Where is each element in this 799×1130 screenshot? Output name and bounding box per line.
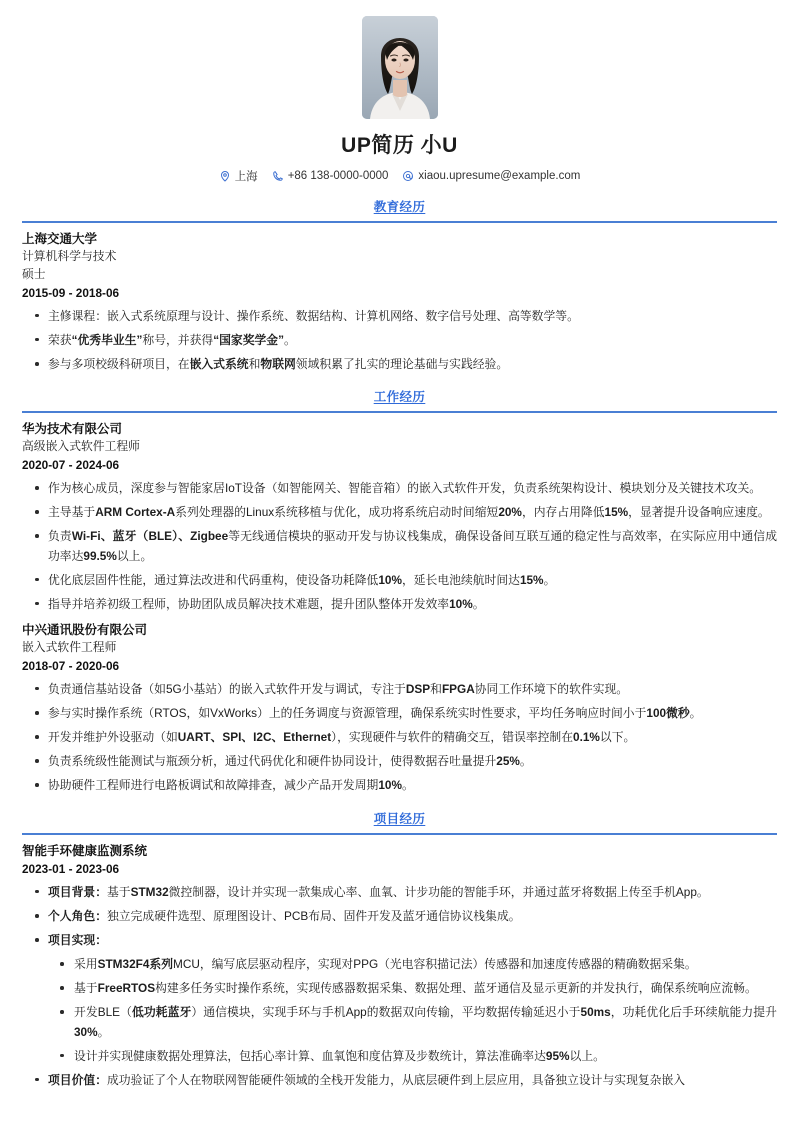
- bullet-emphasis: 10%: [449, 596, 473, 611]
- bullet-text: 称号，并获得: [142, 332, 214, 347]
- bullet-text: 优化底层固件性能，通过算法改进和代码重构，使设备功耗降低: [48, 572, 379, 587]
- work-company: 中兴通讯股份有限公司: [22, 622, 148, 637]
- bullet-text: 负责通信基站设备（如5G小基站）的嵌入式软件开发与调试，专注于: [48, 681, 406, 696]
- bullet-emphasis: STM32: [130, 884, 169, 899]
- contact-email: [402, 170, 580, 182]
- education-school: 上海交通大学: [22, 232, 98, 246]
- avatar: [362, 16, 438, 119]
- bullet-text: 以上。: [116, 548, 153, 563]
- bullet-text: 以上。: [569, 1048, 605, 1063]
- section-divider-projects: [22, 833, 777, 835]
- bullet-text: 。: [519, 754, 532, 769]
- bullet-emphasis: FPGA: [441, 681, 475, 696]
- bullet-text: 微控制器，设计并实现一款集成心率、血氧、计步功能的智能手环，并通过蓝牙将数据上传至手机App。: [168, 884, 709, 899]
- bullet-text: 成功验证了个人在物联网智能硬件领域的全栈开发能力，从底层硬件到上层应用，具备独立设计与实现复杂嵌入: [107, 1072, 686, 1087]
- sub-list-item: [48, 1003, 777, 1041]
- list-item: [22, 776, 777, 795]
- work-role: 高级嵌入式软件工程师: [22, 439, 140, 454]
- bullet-emphasis: 100微秒: [646, 706, 690, 721]
- bullet-text: 基于: [107, 884, 131, 899]
- bullet-emphasis: 个人角色：: [48, 909, 107, 924]
- resume-header: [22, 14, 777, 184]
- sub-list: [48, 955, 777, 1066]
- list-item: [22, 503, 777, 522]
- bullet-text: 系列处理器的Linux系统移植与优化，成功将系统启动时间缩短: [175, 505, 499, 520]
- list-item: [22, 883, 777, 902]
- bullet-emphasis: 物联网: [260, 357, 296, 371]
- bullet-text: 协助硬件工程师进行电路板调试和故障排查，减少产品开发周期: [48, 778, 379, 793]
- bullet-emphasis: 95%: [545, 1048, 570, 1063]
- bullet-text: 。: [284, 332, 296, 347]
- contact-phone-text: +86 138-0000-0000: [287, 170, 389, 182]
- bullet-text: ）通信模块，实现手环与手机App的数据双向传输，平均数据传输延迟小于: [191, 1005, 581, 1020]
- bullet-text: 独立完成硬件选型、原理图设计、PCB布局、固件开发及蓝牙通信协议栈集成。: [107, 909, 521, 924]
- bullet-text: 协同工作环境下的软件实现。: [474, 681, 629, 696]
- bullet-emphasis: 项目实现：: [48, 933, 107, 948]
- list-item: [22, 752, 777, 771]
- bullet-text: 主修课程：嵌入式系统原理与设计、操作系统、数据结构、计算机网络、数字信号处理、高等数学等。: [48, 308, 579, 323]
- work-entry: [22, 621, 777, 796]
- bullet-text: ，显著提升设备响应速度。: [628, 505, 770, 520]
- list-item: [22, 931, 777, 1066]
- bullet-emphasis: 10%: [378, 572, 402, 587]
- bullet-text: 以下。: [599, 730, 636, 745]
- bullet-text: 构建多任务实时操作系统，实现传感器数据采集、数据处理、蓝牙通信及显示更新的并发执行，确保系统响应流畅。: [155, 981, 757, 996]
- project-bullets: [22, 883, 777, 1090]
- work-date: 2020-07 - 2024-06: [22, 457, 120, 472]
- bullet-emphasis: 项目价值：: [48, 1072, 107, 1087]
- bullet-emphasis: 15%: [604, 505, 629, 520]
- bullet-text: 。: [543, 572, 556, 587]
- bullet-emphasis: 项目背景：: [48, 884, 107, 899]
- bullet-text: 。: [401, 778, 414, 793]
- education-major: 计算机科学与技术: [22, 249, 117, 264]
- bullet-emphasis: 嵌入式系统: [189, 357, 249, 371]
- bullet-emphasis: Wi-Fi、蓝牙（BLE）、Zigbee: [71, 529, 229, 544]
- section-work: [22, 387, 777, 795]
- work-date: 2018-07 - 2020-06: [22, 658, 120, 673]
- photo-container: [22, 16, 777, 119]
- list-item: [22, 307, 777, 326]
- education-degree: 硕士: [22, 266, 46, 281]
- bullet-text: 领域积累了扎实的理论基础与实践经验。: [295, 357, 509, 371]
- bullet-text: 采用: [74, 957, 98, 972]
- list-item: [22, 907, 777, 926]
- bullet-text: 开发并维护外设驱动（如: [48, 730, 178, 745]
- bullet-text: 。: [472, 596, 485, 611]
- phone-icon: [272, 170, 284, 182]
- bullet-text: 基于: [74, 981, 98, 996]
- list-item: [22, 527, 777, 565]
- location-pin-icon: [219, 170, 231, 182]
- bullet-emphasis: FreeRTOS: [97, 981, 156, 996]
- page-title: UP简历 小U: [341, 134, 458, 157]
- work-company: 华为技术有限公司: [22, 422, 123, 437]
- sub-list-item: [48, 979, 777, 998]
- bullet-emphasis: 99.5%: [83, 548, 117, 563]
- list-item: [22, 680, 777, 699]
- education-entry: [22, 230, 777, 374]
- bullet-emphasis: 25%: [496, 754, 520, 769]
- bullet-emphasis: ARM Cortex-A: [95, 505, 176, 520]
- bullet-emphasis: 50ms: [580, 1005, 611, 1020]
- bullet-emphasis: DSP: [405, 681, 431, 696]
- list-item: [22, 331, 777, 350]
- section-header-projects: [22, 809, 777, 830]
- work-entry: [22, 420, 777, 614]
- section-title-education: 教育经历: [373, 200, 426, 214]
- contact-phone: [272, 170, 389, 182]
- bullet-emphasis: STM32F4系列: [97, 957, 173, 972]
- bullet-text: 。: [97, 1024, 110, 1039]
- education-date: 2015-09 - 2018-06: [22, 285, 120, 300]
- bullet-emphasis: “国家奖学金”: [213, 332, 284, 347]
- bullet-text: 主导基于: [48, 505, 96, 520]
- bullet-text: ），实现硬件与软件的精确交互，错误率控制在: [331, 730, 574, 745]
- bullet-text: 指导并培养初级工程师，协助团队成员解决技术难题，提升团队整体开发效率: [48, 596, 450, 611]
- bullet-emphasis: 低功耗蓝牙: [132, 1005, 192, 1020]
- bullet-text: 负责: [48, 529, 72, 544]
- bullet-emphasis: 10%: [378, 778, 402, 793]
- section-divider-work: [22, 411, 777, 413]
- bullet-text: 设计并实现健康数据处理算法，包括心率计算、血氧饱和度估算及步数统计，算法准确率达: [74, 1048, 546, 1063]
- bullet-text: ，功耗优化后手环续航能力提升: [610, 1005, 777, 1020]
- bullet-text: MCU，编写底层驱动程序，实现对PPG（光电容积描记法）传感器和加速度传感器的精确数据采集。: [173, 957, 697, 972]
- bullet-text: 等无线通信模块的驱动开发与协议栈集成，确保设备间互联互通的稳定性与高效率，在实际应用中通信成功率达: [48, 529, 777, 563]
- contact-location-text: 上海: [234, 171, 258, 183]
- list-item: [22, 704, 777, 723]
- list-item: [22, 571, 777, 590]
- section-header-work: [22, 387, 777, 408]
- bullet-emphasis: “优秀毕业生”: [71, 332, 143, 347]
- bullet-text: 荣获: [48, 332, 72, 347]
- section-divider-education: [22, 221, 777, 223]
- section-title-work: 工作经历: [373, 390, 426, 405]
- work-role: 嵌入式软件工程师: [22, 639, 117, 654]
- bullet-text: 和: [248, 357, 261, 371]
- bullet-emphasis: 15%: [519, 572, 544, 587]
- work-bullets: [22, 479, 777, 614]
- contact-row: [22, 168, 777, 184]
- section-title-projects: 项目经历: [373, 811, 426, 826]
- bullet-text: 参与多项校级科研项目，在: [48, 357, 190, 371]
- list-item: [22, 1071, 777, 1090]
- bullet-text: 负责系统级性能测试与瓶颈分析，通过代码优化和硬件协同设计，使得数据吞吐量提升: [48, 754, 497, 769]
- bullet-text: 。: [689, 706, 702, 721]
- list-item: [22, 595, 777, 614]
- bullet-text: 和: [430, 681, 442, 696]
- project-name: 智能手环健康监测系统: [22, 843, 148, 858]
- bullet-text: 作为核心成员，深度参与智能家居IoT设备（如智能网关、智能音箱）的嵌入式软件开发，负责系统架构设计、模块划分及关键技术攻关。: [48, 481, 762, 496]
- sub-list-item: [48, 1047, 777, 1066]
- project-date: 2023-01 - 2023-06: [22, 861, 120, 876]
- bullet-emphasis: UART、SPI、I2C、Ethernet: [177, 730, 332, 745]
- contact-location: [219, 168, 258, 184]
- section-projects: [22, 809, 777, 1090]
- bullet-emphasis: 0.1%: [573, 730, 600, 745]
- bullet-text: 参与实时操作系统（RTOS，如VxWorks）上的任务调度与资源管理，确保系统实时性要求，平均任务响应时间小于: [48, 706, 647, 721]
- bullet-emphasis: 20%: [498, 505, 522, 520]
- bullet-text: 开发BLE（: [74, 1005, 132, 1020]
- list-item: [22, 479, 777, 498]
- sub-list-item: [48, 955, 777, 974]
- contact-email-text: xiaou.upresume@example.com: [418, 170, 581, 182]
- bullet-text: ，延长电池续航时间达: [401, 572, 520, 587]
- list-item: [22, 355, 777, 374]
- education-bullets: [22, 307, 777, 374]
- section-header-education: [22, 197, 777, 218]
- bullet-emphasis: 30%: [74, 1024, 98, 1039]
- section-education: [22, 197, 777, 374]
- work-bullets: [22, 680, 777, 796]
- email-at-icon: [402, 170, 414, 182]
- bullet-text: ，内存占用降低: [521, 505, 605, 520]
- project-entry: [22, 842, 777, 1090]
- list-item: [22, 728, 777, 747]
